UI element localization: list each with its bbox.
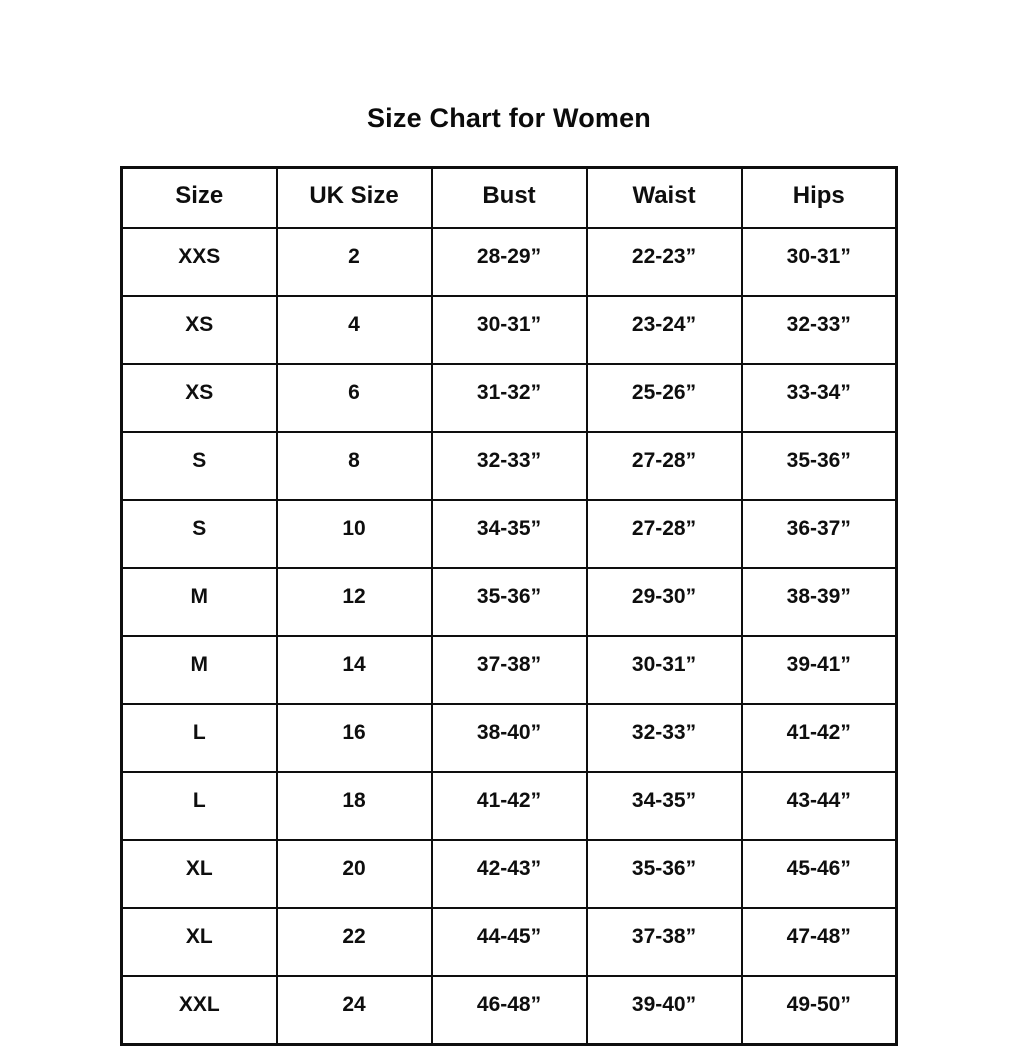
cell-uk-size: 14	[277, 636, 432, 704]
table-row	[122, 772, 897, 840]
cell-size: XL	[122, 840, 277, 908]
cell-hips: 41-42”	[742, 704, 897, 772]
cell-uk-size: 18	[277, 772, 432, 840]
table-header	[122, 168, 897, 229]
cell-waist: 30-31”	[587, 636, 742, 704]
table-row	[122, 432, 897, 500]
cell-waist: 27-28”	[587, 432, 742, 500]
cell-waist: 39-40”	[587, 976, 742, 1045]
cell-uk-size: 8	[277, 432, 432, 500]
cell-hips: 47-48”	[742, 908, 897, 976]
cell-size: XS	[122, 364, 277, 432]
cell-size: L	[122, 772, 277, 840]
column-header-size: Size	[122, 168, 277, 229]
table-row	[122, 296, 897, 364]
size-table	[120, 166, 898, 1046]
cell-bust: 31-32”	[432, 364, 587, 432]
cell-hips: 38-39”	[742, 568, 897, 636]
cell-uk-size: 4	[277, 296, 432, 364]
cell-hips: 39-41”	[742, 636, 897, 704]
cell-bust: 44-45”	[432, 908, 587, 976]
cell-hips: 32-33”	[742, 296, 897, 364]
cell-uk-size: 12	[277, 568, 432, 636]
cell-uk-size: 22	[277, 908, 432, 976]
cell-size: S	[122, 432, 277, 500]
cell-hips: 36-37”	[742, 500, 897, 568]
cell-bust: 35-36”	[432, 568, 587, 636]
cell-size: XL	[122, 908, 277, 976]
cell-bust: 30-31”	[432, 296, 587, 364]
cell-bust: 28-29”	[432, 228, 587, 296]
cell-bust: 41-42”	[432, 772, 587, 840]
table-row	[122, 364, 897, 432]
column-header-bust: Bust	[432, 168, 587, 229]
cell-bust: 42-43”	[432, 840, 587, 908]
cell-waist: 27-28”	[587, 500, 742, 568]
size-chart	[120, 0, 898, 1046]
cell-size: S	[122, 500, 277, 568]
cell-uk-size: 6	[277, 364, 432, 432]
table-row	[122, 500, 897, 568]
cell-waist: 23-24”	[587, 296, 742, 364]
cell-bust: 34-35”	[432, 500, 587, 568]
cell-waist: 35-36”	[587, 840, 742, 908]
column-header-uk-size: UK Size	[277, 168, 432, 229]
cell-size: M	[122, 636, 277, 704]
cell-waist: 37-38”	[587, 908, 742, 976]
header-row	[122, 168, 897, 229]
table-row	[122, 976, 897, 1045]
column-header-waist: Waist	[587, 168, 742, 229]
cell-uk-size: 24	[277, 976, 432, 1045]
table-row	[122, 228, 897, 296]
cell-size: M	[122, 568, 277, 636]
cell-bust: 46-48”	[432, 976, 587, 1045]
cell-uk-size: 2	[277, 228, 432, 296]
table-row	[122, 636, 897, 704]
cell-size: XXS	[122, 228, 277, 296]
cell-hips: 45-46”	[742, 840, 897, 908]
table-row	[122, 840, 897, 908]
cell-hips: 33-34”	[742, 364, 897, 432]
cell-uk-size: 10	[277, 500, 432, 568]
cell-hips: 35-36”	[742, 432, 897, 500]
cell-uk-size: 16	[277, 704, 432, 772]
cell-hips: 43-44”	[742, 772, 897, 840]
cell-size: XS	[122, 296, 277, 364]
table-row	[122, 704, 897, 772]
cell-waist: 22-23”	[587, 228, 742, 296]
cell-waist: 32-33”	[587, 704, 742, 772]
cell-bust: 38-40”	[432, 704, 587, 772]
cell-bust: 32-33”	[432, 432, 587, 500]
cell-waist: 29-30”	[587, 568, 742, 636]
cell-size: XXL	[122, 976, 277, 1045]
cell-size: L	[122, 704, 277, 772]
cell-hips: 49-50”	[742, 976, 897, 1045]
page-title: Size Chart for Women	[366, 103, 652, 133]
cell-waist: 34-35”	[587, 772, 742, 840]
table-row	[122, 908, 897, 976]
cell-uk-size: 20	[277, 840, 432, 908]
cell-hips: 30-31”	[742, 228, 897, 296]
column-header-hips: Hips	[742, 168, 897, 229]
table-row	[122, 568, 897, 636]
cell-bust: 37-38”	[432, 636, 587, 704]
cell-waist: 25-26”	[587, 364, 742, 432]
table-body	[122, 228, 897, 1045]
